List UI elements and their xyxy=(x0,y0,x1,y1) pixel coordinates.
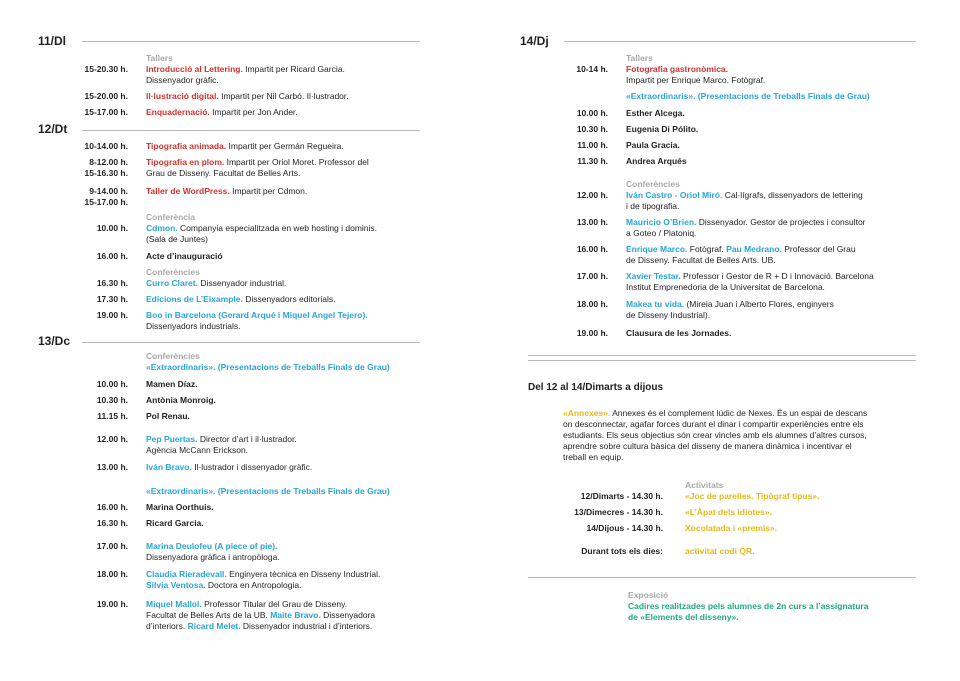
activity: activitat codi QR. xyxy=(685,546,755,556)
event-entry: Curro Claret. Dissenyador industrial. xyxy=(146,278,287,288)
divider xyxy=(82,41,420,42)
exhibition-text: Cadires realitzades pels alumnes de 2n curs a l’assignatura xyxy=(628,601,869,611)
section-subtitle: «Extraordinaris». (Presentacions de Treballs Finals de Grau) xyxy=(146,486,390,496)
time: 10-14.00 h. xyxy=(84,141,128,151)
event-entry: Clausura de les Jornades. xyxy=(626,328,732,338)
event-entry: Miquel Mallol. Professor Titular del Grau de Disseny. xyxy=(146,599,348,609)
event-entry: Taller de WordPress. Impartit per Cdmon. xyxy=(146,186,308,196)
divider xyxy=(564,41,916,42)
time: 13.00 h. xyxy=(576,217,608,227)
event-detail: i de tipografia. xyxy=(626,201,680,211)
event-detail: Dissenyadora gràfica i antropòloga. xyxy=(146,552,280,562)
event-entry: Iván Bravo. Il·lustrador i dissenyador gràfic. xyxy=(146,462,313,472)
annex-paragraph: aprendre sobre cultura bàsica del disseny de manera dinàmica i incentivar el xyxy=(563,441,852,451)
event-detail: (Sala de Juntes) xyxy=(146,234,208,244)
event-entry: Introducció al Lettering. Impartit per Ricard Garcia. xyxy=(146,64,345,74)
time: 10.00 h. xyxy=(96,223,128,233)
exhibition-text: de «Elements del disseny». xyxy=(628,612,739,622)
speaker: Antònia Monroig. xyxy=(146,395,216,405)
time: 11.15 h. xyxy=(97,411,128,421)
time: 19.00 h. xyxy=(576,328,608,338)
time: 13/Dimecres - 14.30 h. xyxy=(574,507,663,517)
time: 15-20.30 h. xyxy=(84,64,128,74)
event-entry: Enrique Marco. Fotògraf. Pau Medrano. Professor del Grau xyxy=(626,244,856,254)
time: 19.00 h. xyxy=(96,310,128,320)
event-detail: Institut Emprenedoria de la Universitat de Barcelona. xyxy=(626,282,825,292)
time: 10-14 h. xyxy=(576,64,608,74)
section-heading: Del 12 al 14/Dimarts a dijous xyxy=(528,382,664,393)
time: Durant tots els dies: xyxy=(581,546,663,556)
event-title: Fotografia gastronòmica. xyxy=(626,64,729,74)
time: 18.00 h. xyxy=(96,569,128,579)
divider xyxy=(528,360,916,361)
event-entry: Xavier Testar. Professor i Gestor de R + D i Innovació. Barcelona xyxy=(626,271,874,281)
category-label: Tallers xyxy=(626,53,653,63)
event-entry: Mauricio O’Brien. Dissenyador. Gestor de projectes i consultor xyxy=(626,217,866,227)
event-detail: Impartit per Enrique Marco. Fotògraf. xyxy=(626,75,766,85)
annex-paragraph: treball en equip. xyxy=(563,452,624,462)
speaker: Esther Alcega. xyxy=(626,108,685,118)
time: 10.30 h. xyxy=(576,124,608,134)
time: 16.00 h. xyxy=(96,502,128,512)
time: 11.30 h. xyxy=(577,156,608,166)
time: 15-20.00 h. xyxy=(84,91,128,101)
section-subtitle: «Extraordinaris». (Presentacions de Treballs Finals de Grau) xyxy=(146,362,390,372)
event-title: Marina Deulofeu (A piece of pie). xyxy=(146,541,278,551)
speaker: Marina Oorthuis. xyxy=(146,502,214,512)
event-entry: Pep Puertas. Director d’art i il·lustrador. xyxy=(146,434,297,444)
time: 16.00 h. xyxy=(576,244,608,254)
category-label: Conferència xyxy=(146,212,196,222)
time: 17.00 h. xyxy=(96,541,128,551)
event-detail: Dissenyador gràfic. xyxy=(146,75,219,85)
divider xyxy=(82,342,420,343)
time: 9-14.00 h. 15-17.00 h. xyxy=(84,186,128,207)
event-detail: de Disseny Industrial). xyxy=(626,310,711,320)
speaker: Eugenia Di Pólito. xyxy=(626,124,699,134)
time: 17.30 h. xyxy=(96,294,128,304)
time: 19.00 h. xyxy=(96,599,128,609)
category-label: Tallers xyxy=(146,53,173,63)
time: 10.00 h. xyxy=(96,379,128,389)
event-detail: Grau de Disseny. Facultat de Belles Arts. xyxy=(146,168,301,178)
annex-paragraph: estudiants. Els seus objectius són crear vincles amb els alumnes d’altres cursos, xyxy=(563,430,867,440)
event-detail: Dissenyadors industrials. xyxy=(146,321,241,331)
speaker: Pol Renau. xyxy=(146,411,190,421)
annex-paragraph: on desconnectar, agafar forces durant el dinar i compartir experiències entre els xyxy=(563,419,864,429)
event-detail: a Goteo / Platoniq. xyxy=(626,228,697,238)
divider xyxy=(528,355,916,356)
speaker: Paula Gracia. xyxy=(626,140,680,150)
activity: «L’Àpat dels idiotes». xyxy=(685,507,772,517)
event-entry: Edicions de L’Eixample. Dissenyadors editorials. xyxy=(146,294,336,304)
day-heading-14: 14/Dj xyxy=(520,34,549,48)
category-label: Conferències xyxy=(146,267,200,277)
time: 12.00 h. xyxy=(96,434,128,444)
time: 18.00 h. xyxy=(576,299,608,309)
annex-paragraph: «Annexes». Annexes és el complement lúdic de Nexes. És un espai de descans xyxy=(563,408,868,418)
event-entry: Boo in Barcelona (Gerard Arqué i Miquel Angel Tejero). xyxy=(146,310,368,320)
event-entry: Il·lustració digital. Impartit per Nil Carbó. Il·lustrador. xyxy=(146,91,349,101)
speaker: Andrea Arqués xyxy=(626,156,687,166)
event-detail: d’interiors. Ricard Melet. Dissenyador industrial i d’interiors. xyxy=(146,621,373,631)
section-subtitle: «Extraordinaris». (Presentacions de Treballs Finals de Grau) xyxy=(626,91,870,101)
event-entry: Tipografia animada. Impartit per Germán Regueira. xyxy=(146,141,344,151)
time: 16.30 h. xyxy=(96,518,128,528)
divider xyxy=(82,130,420,131)
event-title: Introducció al Lettering. xyxy=(146,64,243,74)
event-detail: de Disseny. Facultat de Belles Arts. UB. xyxy=(626,255,776,265)
time: 12.00 h. xyxy=(576,190,608,200)
day-heading-11: 11/Dl xyxy=(38,34,67,48)
event-entry: Silvia Ventosa. Doctora en Antropologia. xyxy=(146,580,302,590)
time: 8-12.00 h. 15-16.30 h. xyxy=(84,157,128,178)
speaker: Ricard Garcia. xyxy=(146,518,204,528)
event-entry: Enquadernació. Impartit per Jon Ander. xyxy=(146,107,298,117)
activity: Xocolatada i «premis». xyxy=(685,523,778,533)
time: 11.00 h. xyxy=(577,140,608,150)
time: 14/Dijous - 14.30 h. xyxy=(586,523,663,533)
category-label: Activitats xyxy=(685,480,724,490)
time: 10.00 h. xyxy=(576,108,608,118)
event-entry: Tipografia en plom. Impartit per Oriol Moret. Professor del xyxy=(146,157,369,167)
category-label: Conferències xyxy=(626,179,680,189)
day-heading-12: 12/Dt xyxy=(38,122,68,136)
category-label: Conferències xyxy=(146,351,200,361)
divider xyxy=(528,577,916,578)
event-detail: Facultat de Belles Arts de la UB. Maite Bravo. Dissenyadora xyxy=(146,610,376,620)
time: 17.00 h. xyxy=(576,271,608,281)
time: 13.00 h. xyxy=(96,462,128,472)
event-entry: Acte d’inauguració xyxy=(146,251,223,261)
speaker: Mamen Díaz. xyxy=(146,379,198,389)
event-entry: Iván Castro - Oriol Miró. Cal·lígrafs, dissenyadors de lettering xyxy=(626,190,863,200)
event-entry: Makea tu vida. (Mireia Juan i Alberto Flores, enginyers xyxy=(626,299,834,309)
time: 15-17.00 h. xyxy=(84,107,128,117)
time: 16.30 h. xyxy=(96,278,128,288)
event-entry: Cdmon. Companyia especialitzada en web hosting i dominis. xyxy=(146,223,378,233)
time: 12/Dimarts - 14.30 h. xyxy=(580,491,663,501)
event-entry: Claudia Rieradevall. Enginyera tècnica en Disseny Industrial. xyxy=(146,569,381,579)
activity: «Joc de parelles. Tipògraf tipus». xyxy=(685,491,820,501)
event-detail: Agència McCann Erickson. xyxy=(146,445,249,455)
day-heading-13: 13/Dc xyxy=(38,334,71,348)
time: 16.00 h. xyxy=(96,251,128,261)
category-label: Exposició xyxy=(628,590,669,600)
time: 10.30 h. xyxy=(96,395,128,405)
